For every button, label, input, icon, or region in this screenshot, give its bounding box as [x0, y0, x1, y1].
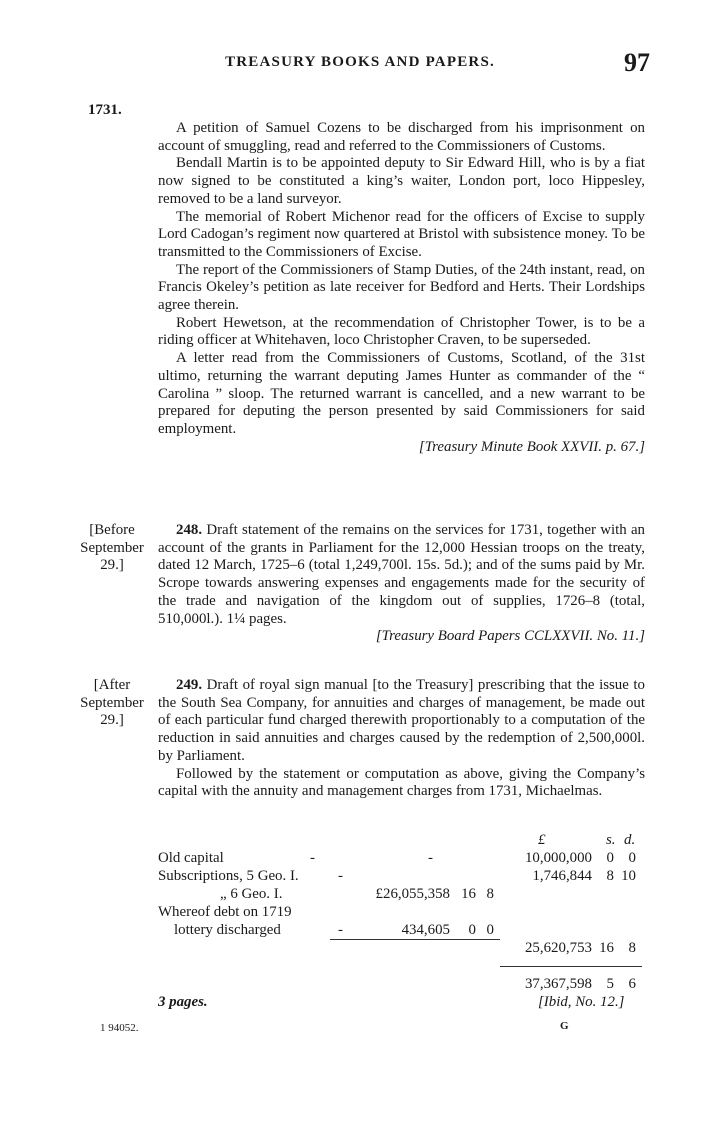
year-margin: 1731.	[88, 102, 122, 118]
minute-paragraph: Robert Hewetson, at the recommendation of Christopher Tower, is to be a riding officer at Whitehaven, loco Christopher Craven, to be superseded.	[158, 314, 645, 349]
minute-paragraph: A petition of Samuel Cozens to be discharged from his imprisonment on account of smuggling, read and referred to the Commissioners of Customs.	[158, 120, 645, 154]
date-line: [After	[93, 677, 131, 693]
pounds-value: 1,746,844	[532, 868, 592, 884]
pence-value: 10	[621, 868, 636, 884]
row-label: Whereof debt on 1719	[158, 904, 292, 920]
entry-249-date	[72, 677, 152, 730]
subtotal-shillings: 0	[468, 922, 476, 938]
minute-paragraph: Bendall Martin is to be appointed deputy to Sir Edward Hill, who is by a fiat now signed to be constituted a king’s waiter, London port, loco Hippesley, removed to be a land surveyor.	[158, 155, 645, 207]
date-line: September	[80, 694, 144, 711]
row-label: Old capital	[158, 850, 224, 866]
entry-248	[158, 522, 645, 646]
date-line: [Before	[89, 522, 135, 538]
entry-text: Draft statement of the remains on the services for 1731, together with an account of the grants in Parliament for the 12,000 Hessian troops on the treaty, dated 12 March, 1725–6 (total 1,249,700l. 15s. 5d.); and of the sums paid by Mr. Scrope towards answering expenses and engagements made for the security of the trade and navigation of the kingdom out of supplies, 1726–8 (total, 510,000l.). 1¼ pages.	[158, 522, 645, 627]
table-row	[158, 904, 648, 922]
table-row	[158, 868, 648, 886]
pounds-value: 25,620,753	[524, 940, 592, 956]
print-code: 1 94052.	[100, 1022, 139, 1034]
shillings-value: 0	[606, 850, 614, 866]
row-leader: -	[310, 850, 315, 866]
subtotal-shillings: 16	[461, 886, 476, 902]
subtotal-pounds: 434,605	[401, 922, 450, 938]
entry-followed-text: Followed by the statement or computation as above, giving the Company’s capital with the annuity and management charges from 1731, Michaelmas.	[158, 765, 645, 800]
total-pounds: 37,367,598	[524, 976, 592, 992]
page-number: 97	[624, 48, 650, 77]
pages-note: 3 pages.	[158, 994, 208, 1010]
minutes-citation: [Treasury Minute Book XXVII. p. 67.]	[418, 438, 645, 455]
table-citation: [Ibid, No. 12.]	[538, 994, 625, 1010]
shillings-value: 16	[599, 940, 614, 956]
entry-number: 248.	[176, 522, 203, 538]
total-pence: 6	[628, 976, 636, 992]
row-leader: -	[428, 850, 433, 866]
entry-number: 249.	[176, 677, 203, 693]
running-title: TREASURY BOOKS AND PAPERS.	[225, 54, 495, 70]
minute-paragraph: The memorial of Robert Michenor read for the officers of Excise to supply Lord Cadogan’s regiment now quartered at Bristol with subsistence money. To be transmitted to the Commissioners of Excise.	[158, 208, 645, 260]
table-row	[158, 940, 648, 958]
subtotal-pence: 8	[486, 886, 494, 902]
page-header	[0, 48, 720, 84]
pence-header: d.	[624, 832, 636, 848]
signature-mark: G	[560, 1020, 569, 1032]
table-row	[158, 922, 648, 940]
table-row	[158, 886, 648, 904]
subtotal-pence: 0	[486, 922, 494, 938]
shillings-value: 8	[606, 868, 614, 884]
total-shillings: 5	[606, 976, 614, 992]
table-row	[158, 850, 648, 868]
capital-table	[158, 832, 648, 1022]
date-line: 29.]	[100, 712, 124, 729]
row-leader: -	[338, 868, 343, 884]
entry-248-date	[72, 522, 152, 575]
row-label: „ 6 Geo. I.	[220, 886, 283, 902]
total-rule	[500, 966, 642, 967]
entry-text: Draft of royal sign manual [to the Treasury] prescribing that the issue to the South Sea Company, for annuities and charges of management, be made out of each particular fund charged therewith proportionably to a computation of the reduction in said annuities and charges caused by the redemption of 2,500,000l. by Parliament.	[158, 677, 645, 764]
row-label: Subscriptions, 5 Geo. I.	[158, 868, 299, 884]
minute-paragraph: A letter read from the Commissioners of Customs, Scotland, of the 31st ultimo, returning the warrant deputing James Hunter as commander of the “ Carolina ” sloop. The returned warrant is cancelled, and a new warrant to be prepared for deputing the person presented by said Commissioners for said employment.	[158, 350, 645, 437]
row-leader: -	[338, 922, 343, 938]
pounds-value: 10,000,000	[524, 850, 592, 866]
pence-value: 0	[628, 850, 636, 866]
shillings-header: s.	[606, 832, 616, 848]
date-line: 29.]	[100, 557, 124, 574]
table-footer-row	[158, 994, 648, 1012]
pence-value: 8	[628, 940, 636, 956]
table-header	[158, 832, 648, 850]
subtotal-rule	[330, 939, 500, 940]
pounds-header: £	[538, 832, 546, 848]
date-line: September	[80, 539, 144, 556]
table-total-row	[158, 976, 648, 994]
subtotal-pounds: £26,055,358	[375, 886, 450, 902]
entry-citation: [Treasury Board Papers CCLXXVII. No. 11.]	[375, 628, 645, 645]
minute-paragraph: The report of the Commissioners of Stamp Duties, of the 24th instant, read, on Francis Okeley’s petition as late receiver for Bedford and Herts. Their Lordships agree therein.	[158, 261, 645, 314]
row-label: lottery discharged	[174, 922, 281, 938]
minutes-block	[158, 120, 645, 456]
entry-249	[158, 677, 645, 801]
